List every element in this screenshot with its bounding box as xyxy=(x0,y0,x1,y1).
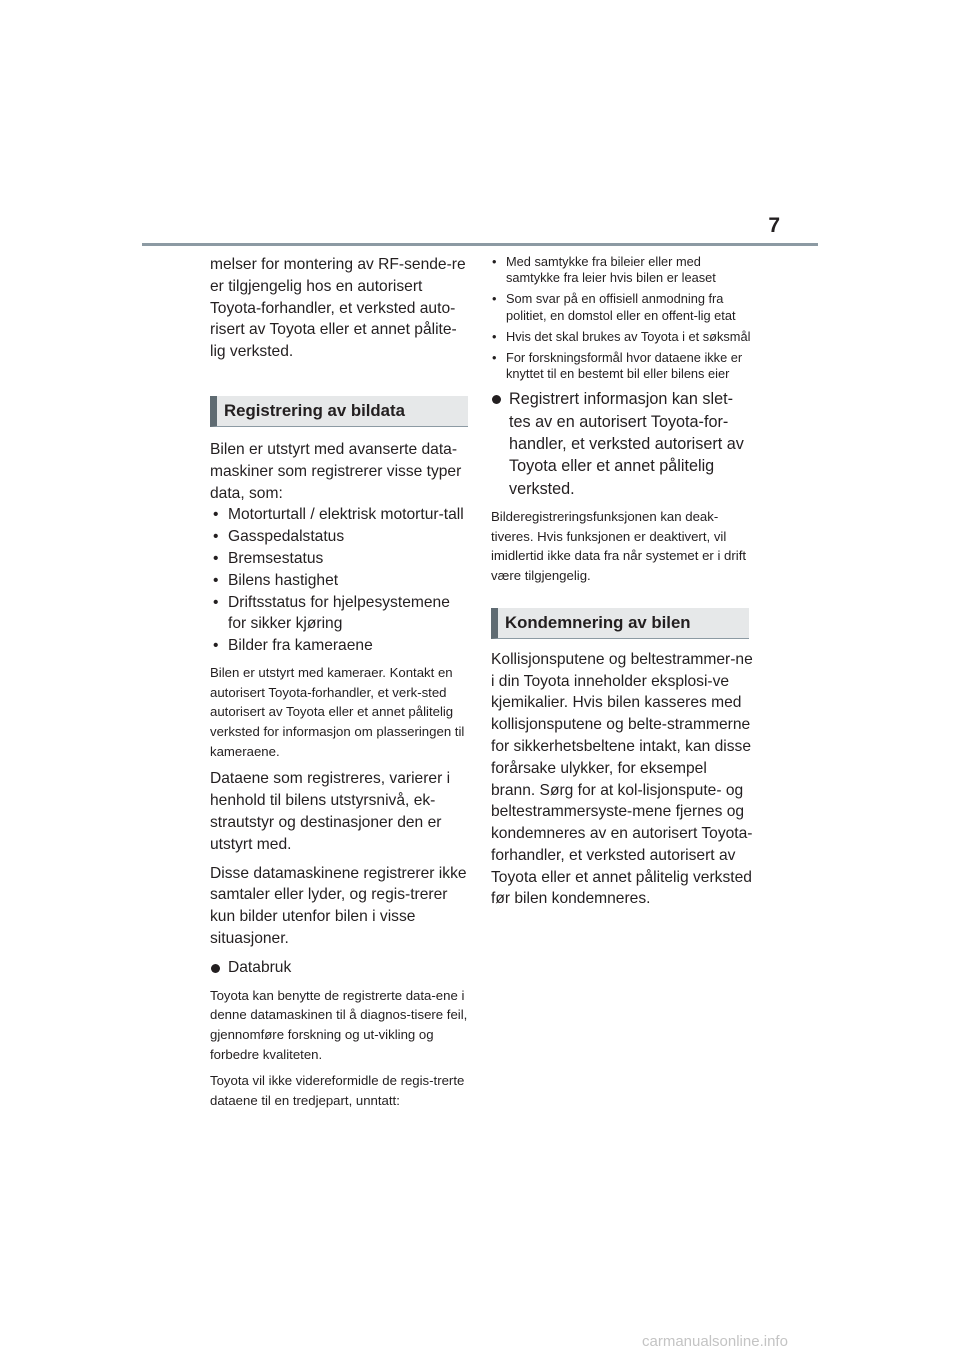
deletion-label: Registrert informasjon kan slet-tes av en autorisert Toyota-for-handler, et verksted autorisert av Toyota eller et annet pålitelig verksted. xyxy=(509,390,744,498)
list-item: • Bremsestatus xyxy=(210,548,472,570)
data-variation-paragraph: Dataene som registreres, varierer i henhold til bilens utstyrsnivå, ek-strautstyr og destinasjoner den er utstyrt med. xyxy=(210,770,451,853)
list-item: • Med samtykke fra bileier eller med samtykke fra leier hvis bilen er leaset xyxy=(491,254,753,286)
scrapping-paragraph: Kollisjonsputene og beltestrammer-ne i din Toyota inneholder eksplosi-ve kjemikalier. Hvis bilen kasseres med kollisjonsputene og belte-strammerne for sikkerhetsbeltene intakt, kan disse forårsake ulykker, for eksempel brann. Sørg for at kol-lisjonspute- og beltestrammersyste-mene fjernes og kondemneres av en autorisert Toyota-forhandler, et verksted autorisert av Toyota eller et annet pålitelig verksted før bilen kondemneres. xyxy=(491,650,753,908)
data-type-list xyxy=(210,504,472,657)
databruk-heading xyxy=(210,957,472,979)
list-item: • Hvis det skal brukes av Toyota i et søksmål xyxy=(491,329,753,345)
deactivation-note: Bilderegistreringsfunksjonen kan deak-tiveres. Hvis funksjonen er deaktivert, vil imidlertid ikke data fra når systemet er i drift være tilgjengelig. xyxy=(491,508,747,584)
databruk-label: Databruk xyxy=(228,958,292,976)
left-column xyxy=(210,254,472,1118)
exception-list xyxy=(491,254,753,382)
watermark-text: carmanualsonline.info xyxy=(642,1333,788,1350)
right-column xyxy=(491,254,753,917)
deletion-heading xyxy=(491,388,753,499)
page-number: 7 xyxy=(768,214,780,237)
list-item: • Gasspedalstatus xyxy=(210,526,472,548)
list-item: • Som svar på en offisiell anmodning fra politiet, en domstol eller en offent-lig etat xyxy=(491,291,753,323)
list-item: • Bilens hastighet xyxy=(210,570,472,592)
bullet-dot-icon xyxy=(492,395,501,404)
list-item: • Driftsstatus for hjelpesystemene for sikker kjøring xyxy=(210,592,472,636)
header-rule xyxy=(142,243,818,246)
list-item: • For forskningsformål hvor dataene ikke er knyttet til en bestemt bil eller bilens eier xyxy=(491,350,753,382)
section-heading-registrering: Registrering av bildata xyxy=(210,396,468,427)
bullet-dot-icon xyxy=(211,964,220,973)
list-item: • Bilder fra kameraene xyxy=(210,635,472,657)
section-heading-kondemnering: Kondemnering av bilen xyxy=(491,608,749,639)
camera-note: Bilen er utstyrt med kameraer. Kontakt en autorisert Toyota-forhandler, et verk-sted autorisert av Toyota eller et annet pålitelig verksted for informasjon om plasseringen til kameraene. xyxy=(210,664,465,759)
no-audio-paragraph: Disse datamaskinene registrerer ikke samtaler eller lyder, og regis-trerer kun bilder utenfor bilen i visse situasjoner. xyxy=(210,864,467,948)
data-usage-paragraph: Toyota kan benytte de registrerte data-ene i denne datamaskinen til å diagnos-tisere feil, gjennomføre forskning og ut-vikling og forbedre kvaliteten. xyxy=(210,987,468,1062)
intro-paragraph: melser for montering av RF-sende-re er tilgjengelig hos en autorisert Toyota-forhandler, et verksted auto-risert av Toyota eller et annet pålite-lig verksted. xyxy=(210,256,466,361)
data-intro-paragraph: Bilen er utstyrt med avanserte data-maskiner som registrerer visse typer data, som: xyxy=(210,440,462,502)
list-item: • Motorturtall / elektrisk motortur-tall xyxy=(210,504,472,526)
third-party-paragraph: Toyota vil ikke videreformidle de regis-trerte dataene til en tredjepart, unntatt: xyxy=(210,1073,465,1109)
